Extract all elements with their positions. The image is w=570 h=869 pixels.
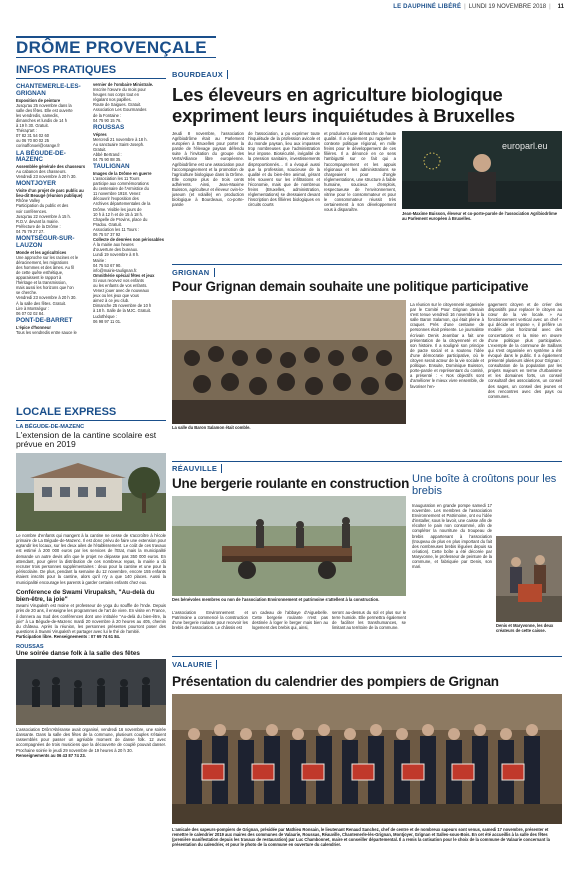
article-headline: Pour Grignan demain souhaite une politique participative [172, 279, 529, 294]
infos-event-line: corinaffonoel@orange.fr [16, 143, 60, 149]
firefighters-photo-illustration [172, 694, 562, 824]
article-kicker: GRIGNAN [172, 268, 215, 277]
sidebar-box-headline: Une boîte à croûtons pour les brebis [412, 473, 557, 497]
infos-event-line: Gratuit. [93, 146, 107, 152]
article-contact: Renseignements au 06 43 87 74 23. [16, 752, 86, 758]
issue-date: LUNDI 19 NOVEMBRE 2018 [468, 4, 547, 10]
article-body: L'association Drôm'Altéranse avait organisé, vendredi 16 novembre, une soirée dansante. Dans la salle des fêtes de la commune, plusieurs couples s'étaient rassemblés pour passer un agréable moment de danse folk. 12 avec accompagnées de trois musiciens que la découverte de couplé pouvait danser. Prochaine soirée le jeudi 29 novembre de 19 heures à 20 h 30. [16, 726, 166, 753]
infos-event-line: Mercredi 21 novembre à 18 h. [93, 136, 148, 142]
article-body: gagement citoyen et de créer des dispositifs pour replacer le citoyen au cœur de la vie locale. » Au fonctionnement vertical avec un chef « qui décide et impose », il préfère un modèle plus horizontal avec des concertations et la mise en œuvre d'une politique plus participative. L'exemple de la commune de Saillans qui s'est organisée en système a été évoqué dans le public. Il a également présenté plusieurs idées pour Grignan : consultation de la population par les projets majeurs en terme d'urbanisme et les domaines forts, un conseil consultatif des associations, un conseil des sages, un conseil des jeunes et des rencontres avec des pays ou communes. [488, 302, 562, 399]
article-body: Le nombre d'enfants qui mangent à la cantine ne cesse de s'accroître à l'école primaire de La Bégude-de-Mazenc. Il est donc prévu de faire une extension pour agrandir les locaux, sur les deux ailes de l'établissement. Le coût de ces travaux est estimé à 200 000 euros par les services de l'Etat, mais la municipalité demande un autre devis afin que le projet ne dépasse pas 350 000 euros. En attendant, pour gérer la distribution de ces nombreux repas, la mairie a dû recruter trois personnes supplémentaires : deux pour la cantine et une pour la périscolaire. De plus, pendant la semaine du 12 novembre, encore 155 enfants étaient inscrits pour la cantine, alors qu'il n'y a que 140 places. Aussi la municipalité encourage les parents à garder certains enfants chez eux. [16, 532, 166, 585]
dance-party-photo [16, 659, 166, 725]
infos-event-line: L'association les 11 Tours [93, 176, 140, 181]
article-headline: Les éleveurs en agriculture biologique expriment leurs inquiétudes à Bruxelles [172, 84, 515, 126]
infos-event-line: régalant nos papilles. [93, 97, 132, 103]
infos-town-heading: TAULIGNAN [93, 163, 130, 171]
article-kicker: VALAURIE [172, 660, 217, 669]
photo-caption: Jean-Maxime Buisson, éleveur et co-porte-parole de l'association Agribiodrôme au Parlement européen à Bruxelles. [402, 211, 558, 221]
infos-event-line: des hommes et des âmes. Au fil [16, 264, 75, 270]
infos-event-line: Vendredi 23 novembre à 20 h 30. [16, 295, 77, 301]
locale-express-articles [16, 424, 166, 758]
photo-caption: Des bénévoles membres ou non de l'association Environnement et patrimoine s'attellent à la construction. [172, 597, 380, 602]
page-header-bar [0, 0, 570, 14]
article-body: un cadeau de l'abbaye d'Aiguebelle. Cette bergerie roulante n'est pas destinée à loger le berger mais bien au logement des brebis qui, ainsi, [252, 610, 328, 631]
photo-caption: L'amicale des sapeurs-pompiers de Grignan, présidée par Mathieu Ronsain, le lieutenant Renaud Sanchez, chef de centre et de nombreux sapeurs sont venus, samedi 17 novembre, présenter et remettre le calendrier 2019 aux maires des communes de Valaurie, Roussas, Réauville, Chantemerle-lès-Grignan, Montjoyer, Grignan et Salles-sous-Bois. En cet été accueillis à la salle des fêtes (première manifestation depuis les travaux de restauration) par Luc Chambonnet, maire et conseiller départemental. Il a remis la cotisation pour le choix de la commune de Valaurie concernant la présentation du calendrier, et pour le photo de la commune en ouverture du calendrier. [172, 827, 550, 847]
article-kicker: BOURDEAUX [172, 70, 228, 79]
article-body: Swami Virupaksh est moine et professeur de yoga du souffle de l'Inde. Depuis près de 20 ans, il enseigne les programmes de l'art de vivre. En visite en France, il donnera au Sud des conférences dont une intitulée "Au-delà du bien-être, la joie" à La Bégude-de-Mazenc mardi 20 novembre à 20 heures au 405, chemin du château. Après la réunion, les personnes présentes pourront poser des questions à Swami Virupaksh et partager avec lui le thé de l'amitié. [16, 603, 166, 635]
bergerie-photo-illustration [172, 496, 406, 596]
article-body: de l'association, a pu exprimer toute l'inquiétude de la profession avicole et du monde paysan, lieu aux impasses trop nombreuses que l'administration leur impose. Biosécurité, inégalité de la pression sanitaire, investissements disproportionnés… Il a évoqué aussi que la profession, soucieuse de la qualité et du bien-être animal, gérant très souvent sur les infiltrations et l'économie, mais que de nombreux freins (Bruxelles, administration, réglementations) se dressaient devant l'inscription des fillières biologiques en circuits courts [248, 131, 320, 208]
article-kicker: LA BÉGUDE-DE-MAZENC [16, 424, 85, 430]
infos-event-line: 06 75 57 37 92 [93, 232, 121, 238]
infos-event-line: aimez à ce jeu club. [93, 298, 130, 304]
article-headline: L'extension de la cantine scolaire est prévue en 2019 [16, 430, 157, 450]
page-number: 11 [557, 4, 564, 10]
infos-pratiques-block [16, 64, 166, 335]
infos-event-line: Si vous recevez vos enfants [93, 277, 144, 283]
infos-event-line: d'ouverture des bureaux. [93, 247, 139, 253]
infos-event-title: Visite d'un projet de parc public au lieu-dit Beaugé (réunion publique) [16, 188, 84, 199]
infos-event-line: Chapelle de Provins, place du [93, 216, 148, 222]
infos-event-line: dimanches et lundis de 14 h [16, 117, 67, 123]
infos-event-line: 10 h à 12 h et de 15 à 18 h. [93, 211, 144, 217]
infos-event-title: Omnithérie spécial fêtes et jeux [93, 272, 155, 278]
article-body: Jeudi 8 novembre, l'association Agribiodrôme était au Parlement européen à Bruxelles pour porter la parole de l'élevage paysan défendu suite à l'invitation du groupe des Verts/Alliance libre européenne. Agribiodrôme est une association pour l'accompagnement et la promotion de l'agriculture biologique dans la Drôme. Elle compte plus de trois cents adhérents. Ainsi, Jean-Maxime Buisson, agriculteur et éleveur ovin-lo-juseum (et volaille) en production biologique à Bourdeaux, co-porte-parole [172, 131, 244, 208]
article-headline: Conférence de Swami Virupaksh, "Au-delà du bien-être, la joie" [16, 588, 155, 604]
firefighters-group-photo [172, 694, 562, 824]
article-contact: Participation libre. Renseignements : 07 69 74 61 84. [16, 634, 121, 640]
infos-event-line: 11 novembre 1918. Venez [93, 191, 141, 197]
school-photo-illustration [16, 453, 166, 531]
section-title-text: DRÔME PROVENÇALE [16, 38, 207, 57]
croutons-box-photo [496, 536, 562, 622]
croutons-photo-illustration [496, 536, 562, 622]
infos-event-line: R.D.V. devant la mairie. [16, 218, 59, 224]
infos-event-line: jeux ou les jeux que vous [93, 293, 139, 299]
infos-event-line: heuges nos corps tout en [93, 92, 139, 98]
infos-town-heading: PONT-DE-BARRET [16, 316, 73, 324]
infos-event-line: Tous les vendredis entre sauce le [16, 329, 77, 335]
infos-event-line: Au cabanon des chasseurs. [16, 169, 67, 175]
school-building-photo [16, 453, 166, 531]
sidebar-box-body: Inauguration en grande pompe samedi 17 novembre. Les membres de l'association Environnement et Patrimoine, ont eu l'idée d'installer, sous le lavoir, une caisse afin de récolter le pain non consommé, afin de compléter la nourriture du troupeau de brebis appartenant à l'association (troupeau de plus en plus important du fait des nombreuses brebis léguées depuis sa création). Cette boîte a été décorée par Maryvonne, le professeur de peinture de la commune, et fabriquée par Denis, son mari. [412, 503, 492, 570]
infos-event-title: Exposition de peinture [16, 97, 61, 103]
infos-column-right [93, 82, 166, 335]
infos-event-line: Lundi 19 novembre à 8 h. [93, 252, 140, 258]
header-separator: | [549, 4, 551, 10]
article-divider [172, 264, 562, 265]
infos-town-heading: MONTJOYER [16, 180, 56, 188]
infos-event-line: l'héritage et la transmission, [16, 280, 67, 286]
photo-caption: Denis et Maryvonne, les deux créateurs de cette caisse. [496, 623, 554, 633]
infos-event-line: Jusqu'au 22 novembre à 15 h. [16, 213, 71, 219]
infos-event-line: Une approche sur les racines et le [16, 254, 79, 260]
infos-event-line: À la mairie aux heures [93, 242, 134, 248]
infos-event-line: du centenaire de l'Armistice du [93, 186, 149, 192]
infos-event-line: Ludothèque : [93, 313, 117, 319]
infos-event-line: de cette quête esthétique, [16, 270, 64, 276]
infos-event-title: L'épice d'honneur [16, 324, 51, 330]
meeting-photo-illustration [172, 300, 406, 424]
infos-event-line: Abbé Bertrand : [93, 151, 122, 157]
article-divider [172, 461, 562, 462]
infos-event-line: Thérap'art : [16, 128, 37, 134]
infos-event-line: de la Fontaine : [93, 112, 122, 118]
infos-event-line: Participation du public et des [16, 203, 69, 209]
infos-town-heading: MONTSÉGUR-SUR-LAUZON [16, 235, 75, 249]
article-headline: Présentation du calendrier des pompiers de Grignan [172, 674, 499, 689]
infos-event-line: ou 06 70 80 02 25 [16, 138, 50, 144]
infos-event-line: Association les 11 Tours : [93, 226, 140, 232]
dance-photo-illustration [16, 659, 166, 725]
locale-express-title: LOCALE EXPRESS [16, 406, 166, 421]
infos-event-line: Rhône Valley [16, 198, 41, 204]
infos-event-line: mais aussi les horizons que l'on [16, 285, 74, 291]
infos-event-line: Au sanctuaire Saint-Joseph. [93, 141, 145, 147]
infos-event-line: Inscrire l'œuvre du mois pour [93, 87, 146, 93]
bergerie-construction-photo [172, 496, 406, 596]
article-divider [172, 656, 562, 657]
infos-event-line: découvrir l'exposition des [93, 196, 139, 202]
article-body: seront au-dessus du sol et plus sur le terre humide. Elle permettra également de faciliter les transhumances, se limitant au territoire de la commune. [332, 610, 406, 631]
article-body: L'association Environnement et Patrimoine a commencé la construction d'une bergerie roulante pour recevoir les brebis de l'association. Le châssis est [172, 610, 248, 631]
infos-town-heading: CHANTEMERLE-LES-GRIGNAN [16, 83, 81, 97]
infos-town-heading: ROUSSAS [93, 123, 125, 131]
article-body: La réunion sur le citoyenneté organisée par le Comité Pour Grignan demain s'est tenue vendredi 16 novembre à la salle Baron Salamon, qui était pleine à craquer. Près d'une centaine de personnes était présente. Le journaliste écrivain Denis Jeambar a fait une présentation de la citoyenneté et de son histoire. Il a souligné son principe de pacte social et a soutenu l'idée d'une démocratie participative, où le citoyen serait acteur de la vie sociale et politique. Ensuite, Dominique Buisson, porte-parole et représentant du comité, a présenté : « Nos objectifs sont d'améliorer le mieux vivre ensemble, de favoriser l'en- [410, 302, 484, 389]
infos-event-line: Archives départementales de la [93, 201, 151, 207]
infos-event-line: voir conférences. [16, 208, 48, 214]
europarl-photo [402, 131, 562, 209]
infos-event-line: à 18 h. Salle de la MJC. Gratuit. [93, 308, 152, 314]
publication-name: LE DAUPHINÉ LIBÉRÉ [393, 4, 462, 10]
infos-event-line: se cherche. [16, 290, 38, 296]
infos-event-line: 04 75 79 27 27. [16, 228, 45, 234]
infos-event-line: À la salle des fêtes. Gratuit. [16, 300, 67, 306]
article-kicker: ROUSSAS [16, 643, 44, 650]
infos-event-line: Lire à Montségur : [16, 305, 49, 311]
infos-event-line: 04 75 90 15 76. [93, 117, 122, 123]
infos-event-line: salle des fêtes. Elle est ouverte [16, 107, 73, 113]
infos-event-line: apparaissent le rapport à [16, 275, 62, 281]
infos-column-left [16, 82, 89, 335]
infos-event-line: 04 75 53 67 90. [93, 262, 122, 268]
infos-event-line: Drôme. Visible les jours de [93, 206, 142, 212]
infos-event-title: Assemblée générale des chasseurs [16, 164, 86, 170]
infos-event-line: Route de Saigues. Gratuit. [93, 102, 142, 108]
infos-event-line: Vendredi 23 novembre à 20 h 30. [16, 174, 77, 180]
article-headline: Une bergerie roulante en construction [172, 476, 410, 491]
infos-event-line: Dimanche 25 novembre de 10 h [93, 303, 152, 309]
europarl-label: europarl.eu [502, 141, 548, 151]
infos-event-title: Images de la Drôme en guerre [93, 170, 152, 176]
meeting-crowd-photo [172, 300, 406, 424]
infos-event-line: Association Les Gourmandes [93, 107, 147, 113]
infos-town-heading: LA BÉGUDE-DE-MAZENC [16, 149, 66, 164]
infos-event-line: déracinement, les migrations [16, 259, 69, 265]
infos-title: INFOS PRATIQUES [16, 64, 166, 79]
infos-event-line: participe aux commémorations [93, 181, 149, 187]
infos-event-line: Venez jouer avec de nouveaux [93, 288, 149, 294]
infos-event-line: info@mairie-taulignan.fr. [93, 267, 138, 273]
infos-event-line: 07 82 31 54 02 60 [16, 133, 50, 139]
infos-event-line: les vendredis, samedis, [16, 112, 59, 118]
infos-event-line: 04 75 90 88 35. [93, 157, 122, 163]
article-kicker: RÉAUVILLE [172, 464, 222, 473]
infos-event-title: Collecte de denrées non périssables [93, 237, 164, 243]
header-separator: | [464, 4, 466, 10]
section-title [16, 36, 216, 58]
infos-event-line: Jusqu'au 25 novembre dans la [16, 102, 72, 108]
infos-event-line: Mairie : [93, 257, 107, 263]
article-body: et produisent une démarche de haute qualité. Il a également pu rappeler le contexte politique régional, en mille freins pour le développement de ces filières. Il a dénoncé en ce sens l'ambiguïté sur ce fait qui a l'accompagnement et les appuis régionaux et les administrations se chargeaient pour d'ongle réglementations, une structure à faible humaine, soucieux d'emplois, respectueuse de l'environnement, vitrine pour le consommateur et pour le consommateur réussit très certainement à son développement vous à disparaître. [324, 131, 396, 213]
infos-event-line: ou les enfants de vos enfants. [93, 282, 148, 288]
infos-event-line: 06 98 97 11 01. [93, 318, 122, 324]
article-headline: Une soirée danse folk à la salle des fêtes [16, 649, 140, 657]
infos-event-line: à 19 h 30. Gratuit. [16, 123, 49, 129]
infos-event-title: Vépres [93, 131, 107, 137]
infos-event-line: Pradou. Gratuit. [93, 221, 122, 227]
infos-event-title: Monde et les agricultrices [16, 249, 67, 255]
photo-caption: La salle du Baron Salamon était comble. [172, 425, 251, 430]
infos-event-line: Préfecture de la Drôme : [16, 223, 61, 229]
infos-event-title: vernier de l'ombaire Ministrale. [93, 82, 154, 87]
infos-event-line: 06 07 02 02 84. [16, 310, 45, 316]
